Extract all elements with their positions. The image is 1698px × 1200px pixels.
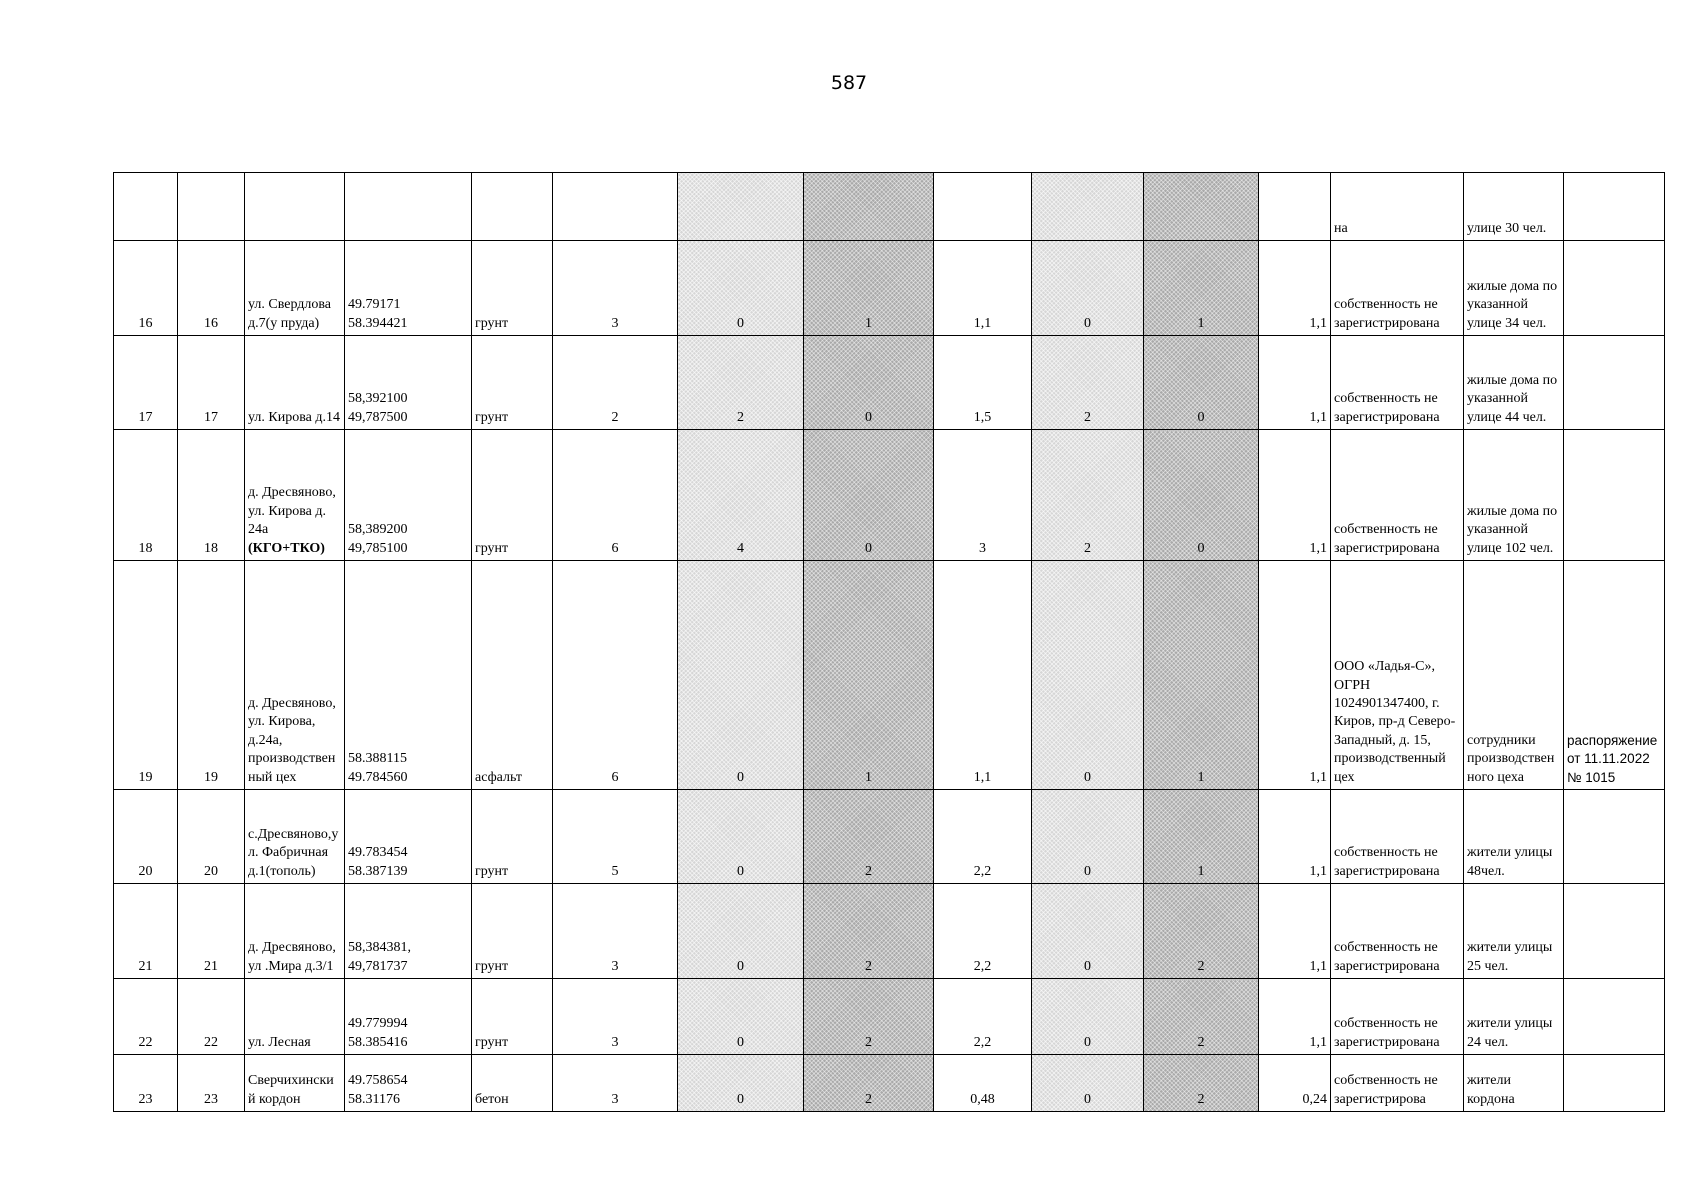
cell-bin-volume xyxy=(1259,173,1331,241)
table-row xyxy=(114,241,1665,336)
cell-planned-bins: 2 xyxy=(1032,430,1144,561)
coord-line: 49.79171 xyxy=(348,297,401,313)
coord-line: 58,389200 xyxy=(348,522,408,538)
cell-existing-bins xyxy=(1144,173,1259,241)
cell-owner: собственность не зарегистрирована xyxy=(1331,790,1464,884)
cell-coords xyxy=(345,336,472,430)
coord-line: 49.779994 xyxy=(348,1016,408,1032)
cell-num2: 19 xyxy=(178,561,245,790)
cell-existing-containers xyxy=(804,173,934,241)
cell-planned-containers: 0 xyxy=(678,1055,804,1112)
table-row xyxy=(114,979,1665,1055)
cell-planned-bins: 0 xyxy=(1032,241,1144,336)
coord-line: 49,787500 xyxy=(348,409,408,425)
table-row xyxy=(114,884,1665,979)
cell-address xyxy=(245,173,345,241)
cell-planned-bins xyxy=(1032,173,1144,241)
cell-existing-containers: 0 xyxy=(804,430,934,561)
cell-residents: жители улицы 24 чел. xyxy=(1464,979,1564,1055)
cell-num2: 16 xyxy=(178,241,245,336)
cell-planned-bins: 0 xyxy=(1032,561,1144,790)
cell-owner: собственность не зарегистрирована xyxy=(1331,884,1464,979)
cell-address: ул. Лесная xyxy=(245,979,345,1055)
table-row-continuation xyxy=(114,173,1665,241)
cell-owner: на xyxy=(1331,173,1464,241)
cell-existing-bins: 2 xyxy=(1144,979,1259,1055)
cell-volume: 0,48 xyxy=(934,1055,1032,1112)
cell-surface xyxy=(472,173,553,241)
cell-volume: 1,1 xyxy=(934,241,1032,336)
cell-area: 3 xyxy=(553,241,678,336)
cell-surface: асфальт xyxy=(472,561,553,790)
cell-document xyxy=(1564,336,1665,430)
cell-area: 2 xyxy=(553,336,678,430)
cell-residents: жители улицы 25 чел. xyxy=(1464,884,1564,979)
cell-num2: 18 xyxy=(178,430,245,561)
cell-volume: 1,5 xyxy=(934,336,1032,430)
cell-volume: 2,2 xyxy=(934,884,1032,979)
table-row xyxy=(114,790,1665,884)
cell-area: 3 xyxy=(553,884,678,979)
cell-planned-bins: 0 xyxy=(1032,884,1144,979)
table-row xyxy=(114,561,1665,790)
cell-planned-bins: 0 xyxy=(1032,979,1144,1055)
cell-volume: 2,2 xyxy=(934,979,1032,1055)
cell-num: 23 xyxy=(114,1055,178,1112)
cell-owner: собственность не зарегистрирована xyxy=(1331,430,1464,561)
cell-planned-containers: 2 xyxy=(678,336,804,430)
cell-num: 21 xyxy=(114,884,178,979)
cell-residents: жилые дома по указанной улице 44 чел. xyxy=(1464,336,1564,430)
page-number: 587 xyxy=(830,72,868,94)
cell-bin-volume: 1,1 xyxy=(1259,561,1331,790)
cell-document xyxy=(1564,884,1665,979)
cell-existing-containers: 2 xyxy=(804,884,934,979)
cell-num xyxy=(114,173,178,241)
cell-area: 3 xyxy=(553,979,678,1055)
coord-line: 49.758654 xyxy=(348,1073,408,1089)
cell-num: 22 xyxy=(114,979,178,1055)
coord-line: 49.783454 xyxy=(348,845,408,861)
cell-coords xyxy=(345,790,472,884)
coord-line: 58.385416 xyxy=(348,1034,408,1050)
cell-area: 3 xyxy=(553,1055,678,1112)
cell-surface: грунт xyxy=(472,430,553,561)
cell-surface: бетон xyxy=(472,1055,553,1112)
cell-address: с.Дресвяново,ул. Фабричная д.1(тополь) xyxy=(245,790,345,884)
table-row xyxy=(114,430,1665,561)
cell-residents: улице 30 чел. xyxy=(1464,173,1564,241)
cell-bin-volume: 1,1 xyxy=(1259,979,1331,1055)
cell-planned-bins: 0 xyxy=(1032,1055,1144,1112)
cell-coords xyxy=(345,173,472,241)
cell-surface: грунт xyxy=(472,241,553,336)
cell-document xyxy=(1564,173,1665,241)
cell-existing-bins: 0 xyxy=(1144,430,1259,561)
cell-residents: жилые дома по указанной улице 34 чел. xyxy=(1464,241,1564,336)
cell-owner: собственность не зарегистрирова xyxy=(1331,1055,1464,1112)
cell-coords xyxy=(345,241,472,336)
cell-address: ул. Кирова д.14 xyxy=(245,336,345,430)
cell-address: ул. Свердлова д.7(у пруда) xyxy=(245,241,345,336)
cell-num2: 22 xyxy=(178,979,245,1055)
cell-num: 17 xyxy=(114,336,178,430)
cell-coords xyxy=(345,561,472,790)
cell-existing-bins: 2 xyxy=(1144,1055,1259,1112)
cell-address: д. Дресвяново, ул. Кирова, д.24а, производственный цех xyxy=(245,561,345,790)
cell-planned-containers: 0 xyxy=(678,884,804,979)
cell-coords xyxy=(345,430,472,561)
cell-planned-containers xyxy=(678,173,804,241)
cell-planned-bins: 2 xyxy=(1032,336,1144,430)
cell-num2 xyxy=(178,173,245,241)
cell-coords xyxy=(345,884,472,979)
cell-num2: 17 xyxy=(178,336,245,430)
cell-coords xyxy=(345,979,472,1055)
cell-planned-containers: 0 xyxy=(678,979,804,1055)
address-bold: (КГО+ТКО) xyxy=(248,540,325,556)
cell-existing-containers: 1 xyxy=(804,241,934,336)
coord-line: 49,785100 xyxy=(348,540,408,556)
cell-bin-volume: 1,1 xyxy=(1259,336,1331,430)
cell-document xyxy=(1564,979,1665,1055)
cell-area xyxy=(553,173,678,241)
cell-existing-containers: 1 xyxy=(804,561,934,790)
cell-volume: 1,1 xyxy=(934,561,1032,790)
cell-planned-containers: 4 xyxy=(678,430,804,561)
waste-sites-table xyxy=(113,172,1665,1112)
cell-existing-containers: 2 xyxy=(804,1055,934,1112)
cell-bin-volume: 1,1 xyxy=(1259,241,1331,336)
cell-volume xyxy=(934,173,1032,241)
cell-document xyxy=(1564,430,1665,561)
cell-num: 19 xyxy=(114,561,178,790)
cell-num2: 20 xyxy=(178,790,245,884)
cell-document xyxy=(1564,790,1665,884)
cell-document: распоряжение от 11.11.2022 № 1015 xyxy=(1564,561,1665,790)
cell-planned-bins: 0 xyxy=(1032,790,1144,884)
coord-line: 49,781737 xyxy=(348,958,408,974)
cell-planned-containers: 0 xyxy=(678,561,804,790)
coord-line: 58.388115 xyxy=(348,751,407,767)
cell-num2: 23 xyxy=(178,1055,245,1112)
cell-existing-bins: 2 xyxy=(1144,884,1259,979)
cell-document xyxy=(1564,241,1665,336)
cell-surface: грунт xyxy=(472,884,553,979)
coord-line: 58.387139 xyxy=(348,863,408,879)
coord-line: 49.784560 xyxy=(348,769,408,785)
address-text: д. Дресвяново, ул. Кирова д. 24а xyxy=(248,485,336,538)
cell-owner: ООО «Ладья-С», ОГРН 1024901347400, г. Киров, пр-д Северо-Западный, д. 15, производственный цех xyxy=(1331,561,1464,790)
cell-bin-volume: 1,1 xyxy=(1259,430,1331,561)
cell-existing-bins: 1 xyxy=(1144,241,1259,336)
cell-residents: жители кордона xyxy=(1464,1055,1564,1112)
cell-residents: сотрудники производственного цеха xyxy=(1464,561,1564,790)
cell-num: 20 xyxy=(114,790,178,884)
cell-residents: жилые дома по указанной улице 102 чел. xyxy=(1464,430,1564,561)
cell-area: 5 xyxy=(553,790,678,884)
cell-owner: собственность не зарегистрирована xyxy=(1331,336,1464,430)
cell-surface: грунт xyxy=(472,790,553,884)
cell-existing-containers: 0 xyxy=(804,336,934,430)
cell-existing-bins: 0 xyxy=(1144,336,1259,430)
cell-area: 6 xyxy=(553,430,678,561)
cell-volume: 2,2 xyxy=(934,790,1032,884)
cell-address: Сверчихинский кордон xyxy=(245,1055,345,1112)
cell-num: 18 xyxy=(114,430,178,561)
cell-planned-containers: 0 xyxy=(678,241,804,336)
cell-volume: 3 xyxy=(934,430,1032,561)
coord-line: 58.394421 xyxy=(348,315,408,331)
cell-coords xyxy=(345,1055,472,1112)
cell-document xyxy=(1564,1055,1665,1112)
cell-num: 16 xyxy=(114,241,178,336)
cell-surface: грунт xyxy=(472,979,553,1055)
cell-num2: 21 xyxy=(178,884,245,979)
cell-address xyxy=(245,430,345,561)
table-row xyxy=(114,336,1665,430)
cell-planned-containers: 0 xyxy=(678,790,804,884)
cell-existing-containers: 2 xyxy=(804,979,934,1055)
cell-existing-containers: 2 xyxy=(804,790,934,884)
coord-line: 58.31176 xyxy=(348,1091,400,1107)
cell-area: 6 xyxy=(553,561,678,790)
cell-bin-volume: 0,24 xyxy=(1259,1055,1331,1112)
cell-address: д. Дресвяново, ул .Мира д.3/1 xyxy=(245,884,345,979)
cell-bin-volume: 1,1 xyxy=(1259,884,1331,979)
coord-line: 58,384381, xyxy=(348,940,411,956)
table-row xyxy=(114,1055,1665,1112)
cell-owner: собственность не зарегистрирована xyxy=(1331,241,1464,336)
cell-existing-bins: 1 xyxy=(1144,561,1259,790)
cell-owner: собственность не зарегистрирована xyxy=(1331,979,1464,1055)
cell-surface: грунт xyxy=(472,336,553,430)
cell-residents: жители улицы 48чел. xyxy=(1464,790,1564,884)
cell-bin-volume: 1,1 xyxy=(1259,790,1331,884)
coord-line: 58,392100 xyxy=(348,391,408,407)
cell-existing-bins: 1 xyxy=(1144,790,1259,884)
